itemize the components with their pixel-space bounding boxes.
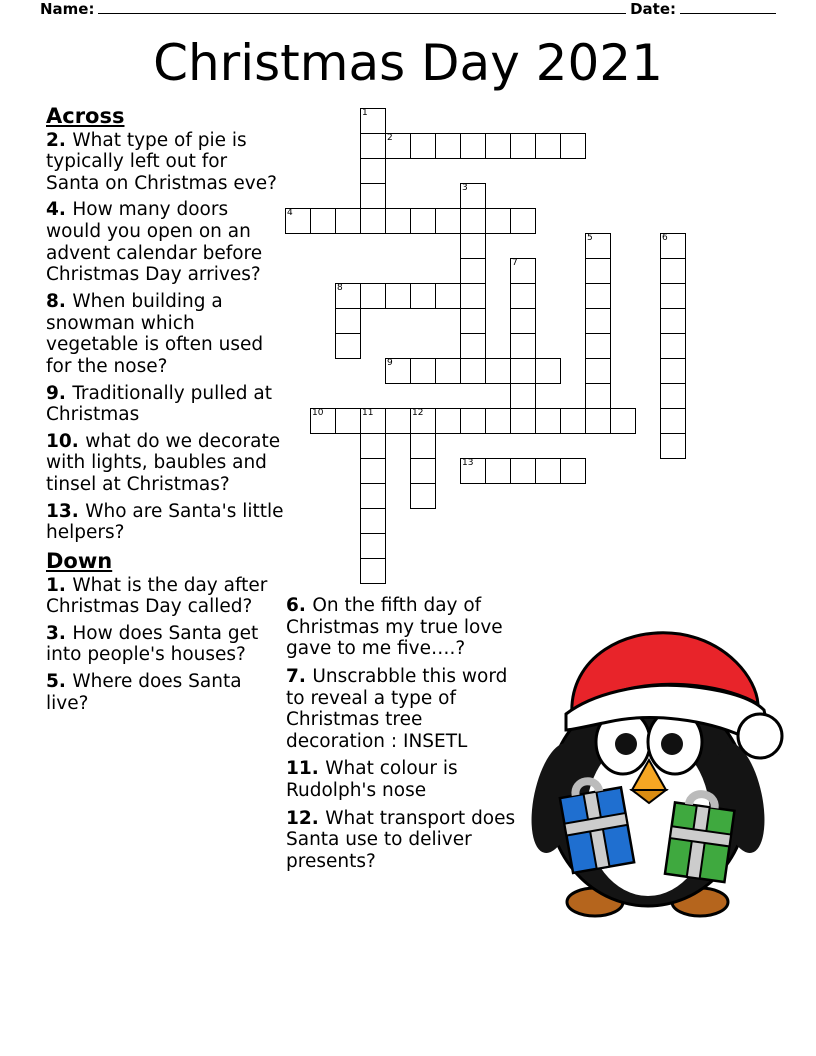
clue-number: 5. xyxy=(46,671,73,693)
grid-cell[interactable] xyxy=(460,408,486,434)
grid-cell[interactable] xyxy=(585,258,611,284)
grid-cell-number: 3 xyxy=(462,183,468,193)
grid-cell[interactable] xyxy=(360,558,386,584)
clue-number: 4. xyxy=(46,199,73,221)
grid-cell[interactable] xyxy=(535,408,561,434)
clues-column-left xyxy=(46,105,286,719)
clue-item xyxy=(46,431,286,496)
clue-text: Unscrabble this word to reveal a type of Christmas tree decoration : INSETL xyxy=(286,665,508,752)
grid-cell-number: 6 xyxy=(662,233,668,243)
grid-cell[interactable] xyxy=(385,283,411,309)
grid-cell[interactable] xyxy=(585,358,611,384)
grid-cell-number: 1 xyxy=(362,108,368,118)
grid-cell[interactable] xyxy=(435,408,461,434)
grid-cell[interactable] xyxy=(460,183,486,209)
clue-number: 10. xyxy=(46,430,86,452)
grid-cell[interactable] xyxy=(385,208,411,234)
grid-cell[interactable] xyxy=(460,233,486,259)
grid-cell[interactable] xyxy=(410,483,436,509)
clue-text: What type of pie is typically left out for Santa on Christmas eve? xyxy=(46,129,277,194)
clue-item xyxy=(286,808,524,873)
grid-cell[interactable] xyxy=(335,333,361,359)
grid-cell[interactable] xyxy=(660,233,686,259)
grid-cell[interactable] xyxy=(460,208,486,234)
grid-cell[interactable] xyxy=(335,408,361,434)
clue-item xyxy=(46,130,286,195)
clue-number: 12. xyxy=(286,807,326,829)
grid-cell[interactable] xyxy=(435,283,461,309)
grid-cell[interactable] xyxy=(510,333,536,359)
clue-text: How does Santa get into people's houses? xyxy=(46,622,259,666)
clue-number: 2. xyxy=(46,129,73,151)
clue-item xyxy=(286,595,524,660)
grid-cell[interactable] xyxy=(660,258,686,284)
grid-cell-number: 2 xyxy=(387,133,393,143)
grid-cell[interactable] xyxy=(410,208,436,234)
grid-cell[interactable] xyxy=(360,133,386,159)
clue-number: 7. xyxy=(286,665,313,687)
date-label: Date: xyxy=(630,0,676,18)
grid-cell-number: 12 xyxy=(412,408,424,418)
grid-cell[interactable] xyxy=(310,208,336,234)
clue-number: 3. xyxy=(46,622,73,644)
page-title: Christmas Day 2021 xyxy=(153,34,663,92)
grid-cell[interactable] xyxy=(510,258,536,284)
grid-cell[interactable] xyxy=(385,408,411,434)
grid-cell[interactable] xyxy=(460,133,486,159)
clue-text: When building a snowman which vegetable is often used for the nose? xyxy=(46,291,264,377)
clue-number: 9. xyxy=(46,382,73,404)
grid-cell[interactable] xyxy=(510,408,536,434)
clue-item xyxy=(46,199,286,286)
grid-cell-number: 11 xyxy=(362,408,374,418)
grid-cell[interactable] xyxy=(585,408,611,434)
grid-cell[interactable] xyxy=(410,283,436,309)
grid-cell[interactable] xyxy=(510,283,536,309)
grid-cell[interactable] xyxy=(660,358,686,384)
clue-item xyxy=(46,291,286,378)
grid-cell[interactable] xyxy=(510,208,536,234)
grid-cell[interactable] xyxy=(360,158,386,184)
clues-column-middle xyxy=(286,595,524,879)
grid-cell[interactable] xyxy=(510,308,536,334)
grid-cell-number: 10 xyxy=(312,408,324,418)
grid-cell[interactable] xyxy=(510,458,536,484)
grid-cell[interactable] xyxy=(460,308,486,334)
clue-item xyxy=(286,666,524,753)
grid-cell[interactable] xyxy=(660,283,686,309)
grid-cell[interactable] xyxy=(585,233,611,259)
grid-cell[interactable] xyxy=(535,133,561,159)
grid-cell[interactable] xyxy=(660,308,686,334)
clue-number: 8. xyxy=(46,291,73,312)
grid-cell[interactable] xyxy=(360,508,386,534)
grid-cell[interactable] xyxy=(510,133,536,159)
grid-cell[interactable] xyxy=(460,358,486,384)
grid-cell[interactable] xyxy=(360,458,386,484)
grid-cell[interactable] xyxy=(335,283,361,309)
grid-cell[interactable] xyxy=(485,133,511,159)
across-clue-list xyxy=(46,130,286,545)
grid-cell[interactable] xyxy=(335,308,361,334)
grid-cell[interactable] xyxy=(460,283,486,309)
grid-cell[interactable] xyxy=(410,358,436,384)
clue-text: Who are Santa's little helpers? xyxy=(46,500,284,544)
clue-item xyxy=(286,758,524,801)
grid-cell[interactable] xyxy=(310,408,336,434)
grid-cell[interactable] xyxy=(535,458,561,484)
grid-cell-number: 7 xyxy=(512,258,518,268)
grid-cell[interactable] xyxy=(410,133,436,159)
clue-text: What is the day after Christmas Day called? xyxy=(46,574,268,618)
grid-cell[interactable] xyxy=(660,408,686,434)
grid-cell-number: 4 xyxy=(287,208,293,218)
grid-cell[interactable] xyxy=(510,358,536,384)
grid-cell[interactable] xyxy=(485,458,511,484)
down-clue-list-part1 xyxy=(46,575,286,715)
grid-cell-number: 5 xyxy=(587,233,593,243)
down-clue-list-part2 xyxy=(286,595,524,873)
grid-cell[interactable] xyxy=(460,258,486,284)
clue-item xyxy=(46,501,286,544)
clue-number: 13. xyxy=(46,500,86,522)
grid-cell[interactable] xyxy=(660,333,686,359)
grid-cell[interactable] xyxy=(385,358,411,384)
grid-cell[interactable] xyxy=(485,408,511,434)
grid-cell[interactable] xyxy=(435,358,461,384)
grid-cell[interactable] xyxy=(585,383,611,409)
clue-number: 11. xyxy=(286,758,326,780)
date-write-line[interactable] xyxy=(680,13,776,14)
grid-cell[interactable] xyxy=(460,458,486,484)
down-heading: Down xyxy=(46,549,113,574)
grid-cell[interactable] xyxy=(360,108,386,134)
name-write-line[interactable] xyxy=(98,13,626,14)
grid-cell[interactable] xyxy=(360,433,386,459)
grid-cell[interactable] xyxy=(360,283,386,309)
grid-cell[interactable] xyxy=(585,283,611,309)
clue-number: 1. xyxy=(46,574,73,596)
grid-cell[interactable] xyxy=(435,133,461,159)
grid-cell[interactable] xyxy=(560,458,586,484)
grid-cell[interactable] xyxy=(410,433,436,459)
clue-text: How many doors would you open on an advent calendar before Christmas Day arrives? xyxy=(46,199,263,286)
grid-cell[interactable] xyxy=(435,208,461,234)
clue-text: On the fifth day of Christmas my true love gave to me five….? xyxy=(286,595,503,660)
grid-cell[interactable] xyxy=(535,358,561,384)
grid-cell[interactable] xyxy=(485,358,511,384)
grid-cell[interactable] xyxy=(360,483,386,509)
grid-cell[interactable] xyxy=(360,208,386,234)
clue-text: Traditionally pulled at Christmas xyxy=(46,382,272,426)
grid-cell[interactable] xyxy=(460,333,486,359)
grid-cell[interactable] xyxy=(585,308,611,334)
grid-cell[interactable] xyxy=(410,408,436,434)
grid-cell[interactable] xyxy=(360,533,386,559)
clue-item xyxy=(46,575,286,618)
grid-cell-number: 9 xyxy=(387,358,393,368)
clue-item xyxy=(46,623,286,666)
clue-item xyxy=(46,671,286,714)
grid-cell[interactable] xyxy=(560,133,586,159)
grid-cell[interactable] xyxy=(410,458,436,484)
across-heading: Across xyxy=(46,104,125,128)
clue-text: What colour is Rudolph's nose xyxy=(286,758,458,802)
clue-text: Where does Santa live? xyxy=(46,671,242,714)
grid-cell[interactable] xyxy=(485,208,511,234)
grid-cell[interactable] xyxy=(660,383,686,409)
grid-cell-number: 8 xyxy=(337,283,343,293)
clue-number: 6. xyxy=(286,595,313,616)
grid-cell[interactable] xyxy=(560,408,586,434)
clue-text: what do we decorate with lights, baubles and tinsel at Christmas? xyxy=(46,430,281,496)
clue-item xyxy=(46,383,286,426)
grid-cell[interactable] xyxy=(360,408,386,434)
penguin-illustration xyxy=(520,620,790,930)
grid-cell[interactable] xyxy=(585,333,611,359)
clue-text: What transport does Santa use to deliver presents? xyxy=(286,807,516,873)
grid-cell[interactable] xyxy=(385,133,411,159)
grid-cell[interactable] xyxy=(285,208,311,234)
grid-cell[interactable] xyxy=(335,208,361,234)
grid-cell[interactable] xyxy=(360,183,386,209)
grid-cell[interactable] xyxy=(660,433,686,459)
name-label: Name: xyxy=(40,0,95,18)
grid-cell[interactable] xyxy=(510,383,536,409)
grid-cell[interactable] xyxy=(610,408,636,434)
name-date-line xyxy=(40,0,780,18)
grid-cell-number: 13 xyxy=(462,458,474,468)
